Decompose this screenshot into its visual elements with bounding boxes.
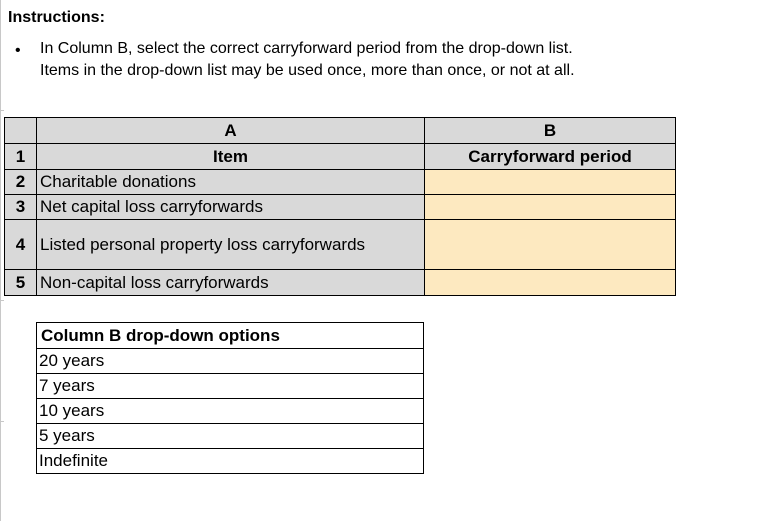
row-number: 4: [5, 220, 37, 270]
instructions-title: Instructions:: [8, 9, 105, 26]
table-row: [5, 270, 676, 296]
row-number: 3: [5, 195, 37, 220]
bullet-icon: •: [15, 42, 21, 59]
row-number: 2: [5, 170, 37, 195]
instruction-line-1: In Column B, select the correct carryforward period from the drop-down list.: [40, 40, 573, 57]
row-number: 1: [5, 144, 37, 170]
carryforward-table: [4, 117, 676, 296]
header-carryforward-period: Carryforward period: [425, 144, 676, 170]
carryforward-dropdown-cell[interactable]: [425, 195, 676, 220]
option-item: 5 years: [37, 424, 424, 449]
left-gridline: [0, 0, 1, 521]
option-item: 20 years: [37, 349, 424, 374]
carryforward-dropdown-cell[interactable]: [425, 170, 676, 195]
item-cell: Non-capital loss carryforwards: [37, 270, 425, 296]
header-row: [5, 144, 676, 170]
option-item: Indefinite: [37, 449, 424, 474]
column-letter-row: [5, 118, 676, 144]
instruction-line-2: Items in the drop-down list may be used once, more than once, or not at all.: [40, 62, 575, 79]
table-row: [5, 170, 676, 195]
item-cell: Charitable donations: [37, 170, 425, 195]
column-letter-b: B: [425, 118, 676, 144]
left-gridline-tick: [0, 300, 4, 301]
item-cell: Listed personal property loss carryforwards: [37, 220, 425, 270]
left-gridline-tick: [0, 110, 4, 111]
carryforward-dropdown-cell[interactable]: [425, 270, 676, 296]
left-gridline-tick: [0, 421, 4, 422]
table-row: [5, 195, 676, 220]
table-row: [5, 220, 676, 270]
column-letter-a: A: [37, 118, 425, 144]
corner-cell: [5, 118, 37, 144]
carryforward-dropdown-cell[interactable]: [425, 220, 676, 270]
option-item: 10 years: [37, 399, 424, 424]
item-cell: Net capital loss carryforwards: [37, 195, 425, 220]
row-number: 5: [5, 270, 37, 296]
option-item: 7 years: [37, 374, 424, 399]
dropdown-options-table: [36, 322, 424, 474]
options-title: Column B drop-down options: [37, 323, 424, 349]
header-item: Item: [37, 144, 425, 170]
